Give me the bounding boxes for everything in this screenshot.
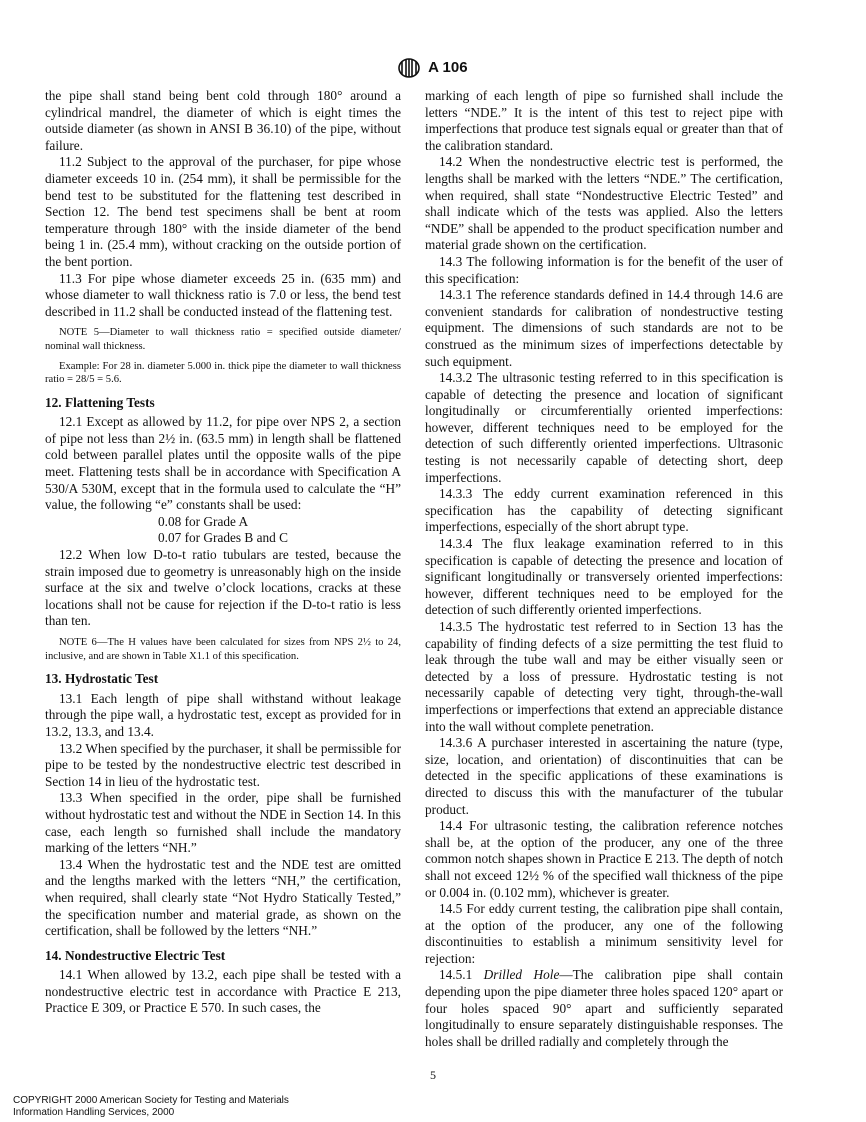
paragraph-14-3-1: 14.3.1 The reference standards defined in 14.4 through 14.6 are convenient standards for calibration of nondestructive testing equipment. The dimensions of such standards are not to be construed as the minimum sizes of imperfections detectable by such equipment. [425, 287, 783, 369]
constant-grade-a: 0.08 for Grade A [158, 513, 249, 529]
paragraph-14-2: 14.2 When the nondestructive electric test is performed, the lengths shall be marked with the letters “NDE.” The certification, when required, shall state “Nondestructive Electric Tested” and shall indicate which of the tests was applied. Also the letters “NDE” shall be appended to the product specification number and material grade shown on the certification. [425, 154, 783, 253]
paragraph-14-1: 14.1 When allowed by 13.2, each pipe shall be tested with a nondestructive electric test in accordance with Practice E 213, Practice E 309, or Practice E 570. In such cases, the [45, 967, 401, 1016]
copyright-line: COPYRIGHT 2000 American Society for Testing and Materials [13, 1095, 289, 1106]
clause-title: Drilled Hole [483, 967, 560, 983]
copyright-footer [13, 1095, 289, 1119]
copyright-line: Information Handling Services, 2000 [13, 1107, 175, 1118]
section-heading-14: 14. Nondestructive Electric Test [45, 947, 226, 963]
section-heading-12: 12. Flattening Tests [45, 394, 155, 410]
paragraph-13-2: 13.2 When specified by the purchaser, it shall be permissible for pipe to be tested by the nondestructive electric test described in Section 14 in lieu of the hydrostatic test. [45, 740, 401, 789]
paragraph-14-5: 14.5 For eddy current testing, the calibration pipe shall contain, at the option of the producer, any one of the following discontinuities to establish a minimum sensitivity level for rejection: [425, 901, 783, 966]
section-heading-13: 13. Hydrostatic Test [45, 671, 159, 687]
right-column [425, 88, 783, 1050]
paragraph-11-3: 11.3 For pipe whose diameter exceeds 25 in. (635 mm) and whose diameter to wall thickness ratio is 7.0 or less, the bend test described in 11.2 shall be conducted instead of the flattening test. [45, 270, 401, 319]
paragraph-14-3-4: 14.3.4 The flux leakage examination referred to in this specification is capable of detecting the presence and location of significant longitudinally or transversely oriented imperfections: however, different techniques need to be employed for the detection of such differently oriented imperfections. [425, 536, 783, 618]
page-header [0, 58, 866, 78]
paragraph: the pipe shall stand being bent cold through 180° around a cylindrical mandrel, the diameter of which is eight times the outside diameter (as shown in ANSI B 36.10) of the pipe, without failure. [45, 88, 401, 153]
paragraph-13-4: 13.4 When the hydrostatic test and the NDE test are omitted and the lengths marked with the letters “NH,” the certification, when required, shall clearly state “Not Hydro Statically Tested,” the specification number and material grade, as shown on the certification, shall be followed by the letters “NH.” [45, 856, 401, 939]
note-6: NOTE 6—The H values have been calculated for sizes from NPS 2½ to 24, inclusive, and are shown in Table X1.1 of this specification. [45, 637, 401, 662]
paragraph-14-3-6: 14.3.6 A purchaser interested in ascertaining the nature (type, size, location, and orientation) of discontinuities that can be detected in the specific applications of these examinations is directed to discuss this with the manufacturer of the tubular product. [425, 735, 783, 817]
paragraph-14-3: 14.3 The following information is for the benefit of the user of this specification: [425, 253, 783, 286]
note-5: NOTE 5—Diameter to wall thickness ratio = specified outside diameter/ nominal wall thickness. [45, 327, 401, 352]
paragraph-14-5-1 [425, 967, 783, 1050]
paragraph-13-1: 13.1 Each length of pipe shall withstand without leakage through the pipe wall, a hydrostatic test, except as provided for in 13.2, 13.3, and 13.4. [45, 690, 401, 739]
paragraph-14-3-3: 14.3.3 The eddy current examination referenced in this specification has the capability of detecting significant imperfections, especially of the short abrupt type. [425, 486, 783, 535]
paragraph-12-1: 12.1 Except as allowed by 11.2, for pipe over NPS 2, a section of pipe not less than 2½ in. (63.5 mm) in length shall be flattened cold between parallel plates until the opposite walls of the pipe meet. Flattening tests shall be in accordance with Specification A 530/A 530M, except that in the formula used to calculate the “H” value, the following “e” constants shall be used: [45, 414, 401, 513]
left-column [45, 88, 401, 1017]
astm-logo-icon [398, 58, 420, 78]
clause-number: 14.5.1 [439, 967, 484, 983]
paragraph-14-3-5: 14.3.5 The hydrostatic test referred to in Section 13 has the capability of finding defects of a size permitting the test fluid to leak through the tube wall and may be either visually seen or detected by a loss of pressure. Hydrostatic testing is not necessarily capable of detecting very tight, through-the-wall imperfections or imperfections that extend an appreciable distance into the wall without complete penetration. [425, 619, 783, 734]
paragraph: marking of each length of pipe so furnished shall include the letters “NDE.” It is the intent of this test to reject pipe with imperfections that produce test signals equal or greater than that of the calibration standard. [425, 88, 783, 153]
paragraph-14-4: 14.4 For ultrasonic testing, the calibration reference notches shall be, at the option of the producer, any one of the three common notch shapes shown in Practice E 213. The depth of notch shall not exceed 12½ % of the specified wall thickness of the pipe or 0.004 in. (0.102 mm), whichever is greater. [425, 818, 783, 900]
example: Example: For 28 in. diameter 5.000 in. thick pipe the diameter to wall thickness ratio = 28/5 = 5.6. [45, 360, 401, 386]
paragraph-13-3: 13.3 When specified in the order, pipe shall be furnished without hydrostatic test and without the NDE in Section 14. In this case, each length so furnished shall include the mandatory marking of the letters “NH.” [45, 790, 401, 856]
designation: A 106 [428, 58, 468, 76]
paragraph-12-2: 12.2 When low D-to-t ratio tubulars are tested, because the strain imposed due to geometry is unreasonably high on the inside surface at the six and twelve o’clock locations, cracks at these locations shall not be cause for rejection if the D-to-t ratio is less than ten. [45, 547, 401, 629]
paragraph-11-2: 11.2 Subject to the approval of the purchaser, for pipe whose diameter exceeds 10 in. (254 mm), it shall be permissible for the bend test to be substituted for the flattening test described in Section 12. The bend test specimens shall be bent at room temperature through 180° with the inside diameter of the bend being 1 in. (25.4 mm), without cracking on the outside portion of the bent portion. [45, 154, 401, 269]
clause-text: —The calibration pipe shall contain depending upon the pipe diameter three holes spaced 120° apart or four holes spaced 90° apart and sufficiently separated longitudinally to ensure separately distinguishable responses. The holes shall be drilled radially and completely through the [425, 967, 783, 1049]
page-number: 5 [430, 1068, 436, 1082]
constant-grade-bc: 0.07 for Grades B and C [158, 530, 288, 546]
paragraph-14-3-2: 14.3.2 The ultrasonic testing referred to in this specification is capable of detecting the presence and location of significant longitudinally or circumferentially oriented imperfections: however, different techniques need to be employed for the detection of such differently oriented imperfections. Ultrasonic testing is not necessarily capable of detecting short, deep imperfections. [425, 370, 783, 485]
